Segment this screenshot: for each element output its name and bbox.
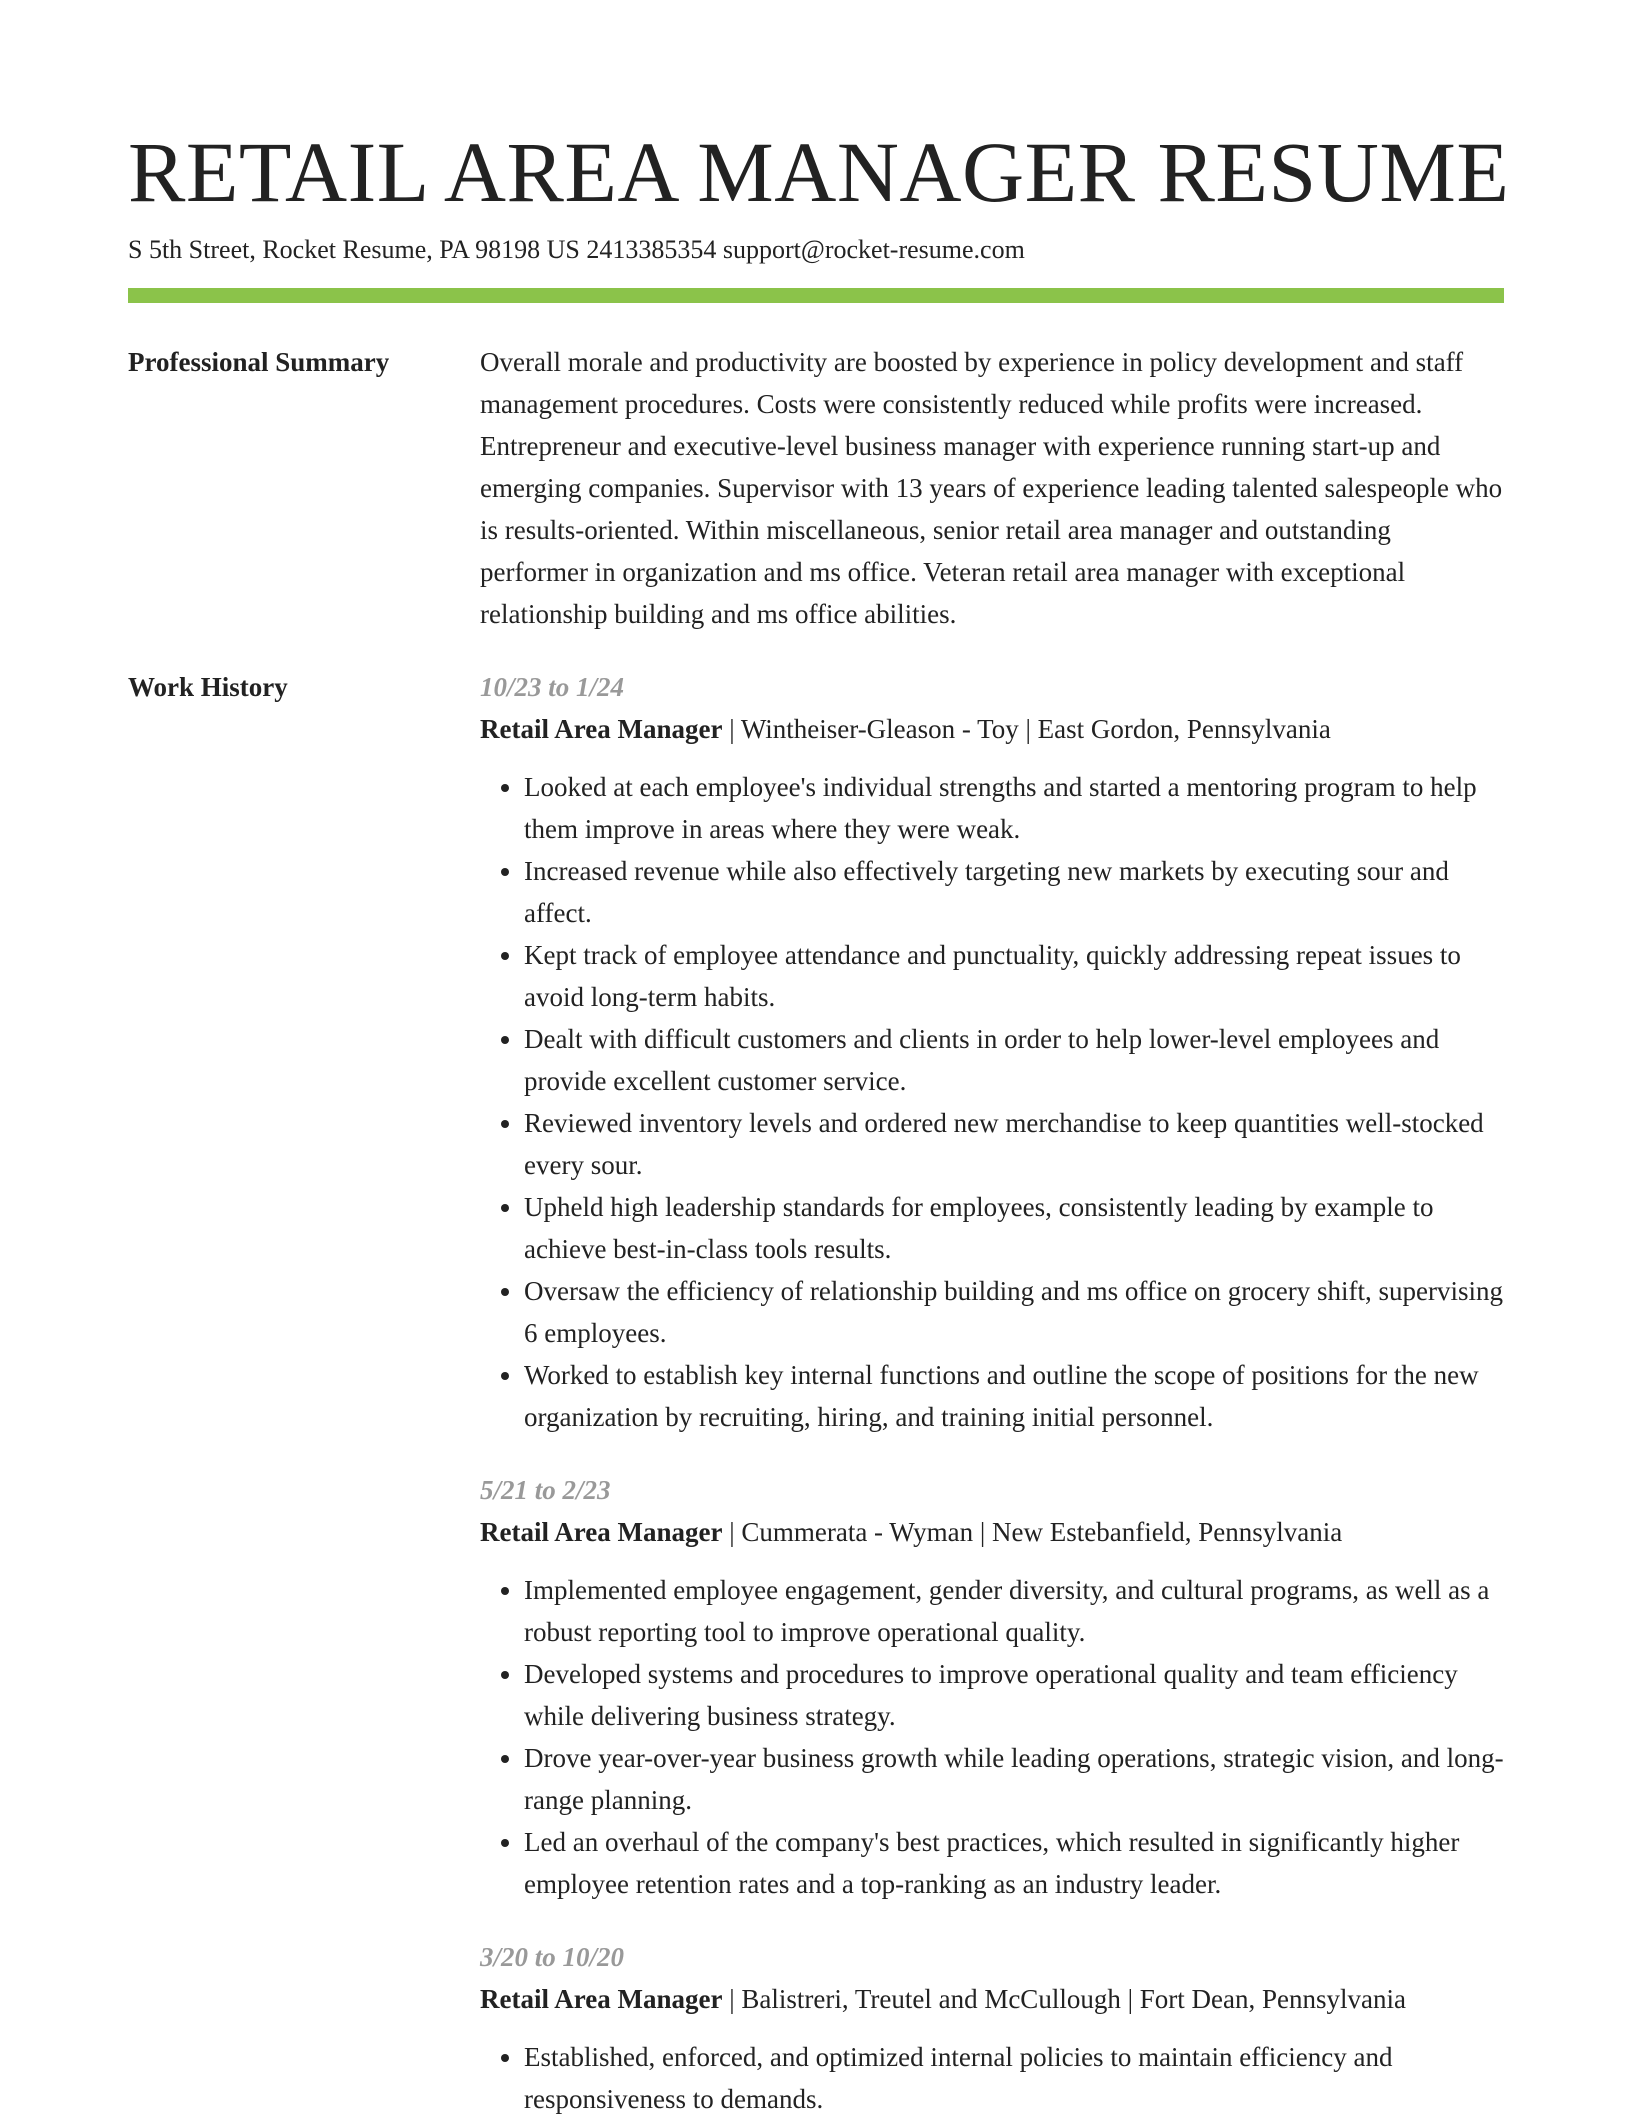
job-header	[480, 1978, 1504, 2020]
job-duty: • Increased revenue while also effectively targeting new markets by executing sour and affect.	[524, 850, 1504, 934]
summary-text: Overall morale and productivity are boosted by experience in policy development and staff management procedures. Costs were consistently reduced while profits were increased. Entrepreneur and executive-level business manager with experience running start-up and emerging companies. Supervisor with 13 years of experience leading talented salespeople who is results-oriented. Within miscellaneous, senior retail area manager and outstanding performer in organization and ms office. Veteran retail area manager with exceptional relationship building and ms office abilities.	[480, 347, 1503, 629]
job-dates: 10/23 to 1/24	[480, 672, 625, 702]
job-company-location: | Wintheiser-Gleason - Toy | East Gordon, Pennsylvania	[722, 714, 1331, 744]
section-body	[480, 666, 1504, 2120]
job-duty: • Kept track of employee attendance and punctuality, quickly addressing repeat issues to avoid long-term habits.	[524, 934, 1504, 1018]
job-dates: 5/21 to 2/23	[480, 1475, 611, 1505]
job-duty: • Established, enforced, and optimized internal policies to maintain efficiency and responsiveness to demands.	[524, 2036, 1504, 2120]
job-duty: • Drove year-over-year business growth while leading operations, strategic vision, and long-range planning.	[524, 1737, 1504, 1821]
job-duties-list	[480, 2036, 1504, 2120]
section-heading: Professional Summary	[128, 347, 390, 377]
job-duty: • Reviewed inventory levels and ordered new merchandise to keep quantities well-stocked every sour.	[524, 1102, 1504, 1186]
section-heading: Work History	[128, 672, 288, 702]
job-header	[480, 1511, 1504, 1553]
job-duties-list	[480, 1569, 1504, 1905]
job-dates: 3/20 to 10/20	[480, 1942, 625, 1972]
job-duty: • Worked to establish key internal functions and outline the scope of positions for the new organization by recruiting, hiring, and training initial personnel.	[524, 1354, 1504, 1438]
accent-divider	[128, 288, 1504, 303]
job-entry	[480, 1469, 1504, 1905]
job-entry	[480, 1936, 1504, 2120]
professional-summary-section	[128, 341, 1504, 635]
work-history-section	[128, 666, 1504, 2120]
job-duty: • Led an overhaul of the company's best practices, which resulted in significantly higher employee retention rates and a top-ranking as an industry leader.	[524, 1821, 1504, 1905]
section-body	[480, 341, 1504, 635]
resume-page	[128, 0, 1510, 2120]
job-entry	[480, 666, 1504, 1438]
job-header	[480, 708, 1504, 750]
job-title: Retail Area Manager	[480, 714, 723, 744]
resume-title: RETAIL AREA MANAGER RESUME	[128, 124, 1510, 220]
job-title: Retail Area Manager	[480, 1984, 723, 2014]
job-duty: • Looked at each employee's individual strengths and started a mentoring program to help them improve in areas where they were weak.	[524, 766, 1504, 850]
job-duty: • Oversaw the efficiency of relationship building and ms office on grocery shift, supervising 6 employees.	[524, 1270, 1504, 1354]
job-duty: • Dealt with difficult customers and clients in order to help lower-level employees and provide excellent customer service.	[524, 1018, 1504, 1102]
contact-info: S 5th Street, Rocket Resume, PA 98198 US 2413385354 support@rocket-resume.com	[128, 235, 1025, 264]
job-company-location: | Balistreri, Treutel and McCullough | Fort Dean, Pennsylvania	[722, 1984, 1406, 2014]
job-duty: • Developed systems and procedures to improve operational quality and team efficiency while delivering business strategy.	[524, 1653, 1504, 1737]
job-company-location: | Cummerata - Wyman | New Estebanfield, Pennsylvania	[722, 1517, 1343, 1547]
job-duty: • Implemented employee engagement, gender diversity, and cultural programs, as well as a robust reporting tool to improve operational quality.	[524, 1569, 1504, 1653]
job-duties-list	[480, 766, 1504, 1438]
job-duty: • Upheld high leadership standards for employees, consistently leading by example to achieve best-in-class tools results.	[524, 1186, 1504, 1270]
job-title: Retail Area Manager	[480, 1517, 723, 1547]
